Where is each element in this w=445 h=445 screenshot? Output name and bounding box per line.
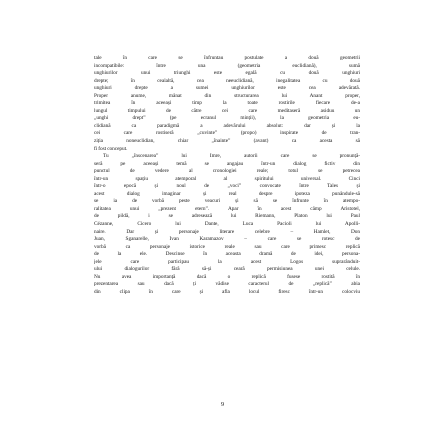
text-line: într-o epocă și noul de „voci” convocate între Tales și [94,183,360,190]
text-line: unghiurilor unui triunghi este egală cu două unghiuri [94,70,360,77]
text-line: ralitatea unui „prezent etern”. Apar în acest câmp Aristotel, [94,205,360,212]
text-line: vorbă ca personaje istorice reale sau care primesc replică [94,243,360,250]
text-line: punctul de vedere al cronologiei reale; totul se petrecea [94,168,360,175]
text-line: cei care rostiseră „cuvinte” (propo) inspirate de tran- [94,130,360,137]
text-line: prezentarea sau dacă ți vădise caracterul de „replică” abia [94,281,360,288]
text-line: Nu avea importanță dacă o replică fusese rostită în [94,273,360,280]
text-line: trimitea în aceeași timp la toate rostirile fiecare de-a [94,100,360,107]
text-line: lungul timpului de către cei care meditaseră asiduu un [94,107,360,114]
text-line: drepte; în cealaltă, cea neeuclidiană, inegalitatea cu două [94,77,360,84]
text-line: Tu „înscenarea” lui Imre, autorii care se pronunță- [103,153,360,160]
text-line: ziția noneuclidian, chiar „înainte” (avant) ca acesta să [94,138,360,145]
text-line: fi fost conceput. [94,145,128,152]
text-line: unghiuri drepte a sumei unghiurilor este cea adevărată. [94,85,360,92]
text-line: jele care participau la acest Logos suprarânduit- [94,258,360,265]
paragraph-2 [94,153,360,296]
text-line: naire. Dar și personaje literare celebre – Hamlet, Don [94,228,360,235]
text-line: din clipa în care și afla locul firesc într-un colocviu [94,288,360,295]
text-line: „unghi drept” (pe ecranul minții), la geometria eu- [94,115,360,122]
text-line: Cézanne, Cicero lui Dante, Luca Pacioli lui Apolli- [94,221,360,228]
text-line: clidiană ca paradigmă a adevărului absolut: dar și la [94,122,360,129]
text-line: acest dialog imaginar și real despre ipoteza punândule-să [94,190,360,197]
text-line: într-un spațiu atemporal al spiritului universal. Cinci [94,175,360,182]
text-line: Juan, Sganarelle, Ivan Karamazov – care se rotesc de [94,236,360,243]
text-line: tale în care se înfruntau postulate a două geometrii [94,55,360,61]
text-line: incompatibile: între una (geometria euclidiană), sumă [94,62,360,69]
text-line: Proper anume, mânat din structurarea lui Anant proper, [94,92,360,99]
paragraph-1 [94,55,360,153]
text-line: seră pe aceeași temă se angajau într-un dialog fictiv din [94,160,360,167]
text-line: se ia de vorbă peste veacuri și să se înfrunte în atempo- [94,198,360,205]
text-line: ului dialogurilor fără să-și ceară permisiunea unei celule. [94,266,360,273]
text-line: de la ele. Descinse în aceasta dramă de idei, persona- [94,251,360,258]
page-number: 9 [220,401,225,408]
body-text [94,55,360,297]
text-line: de pildă, i se adresează lui Riemann, Platon lui Paul [94,213,360,220]
